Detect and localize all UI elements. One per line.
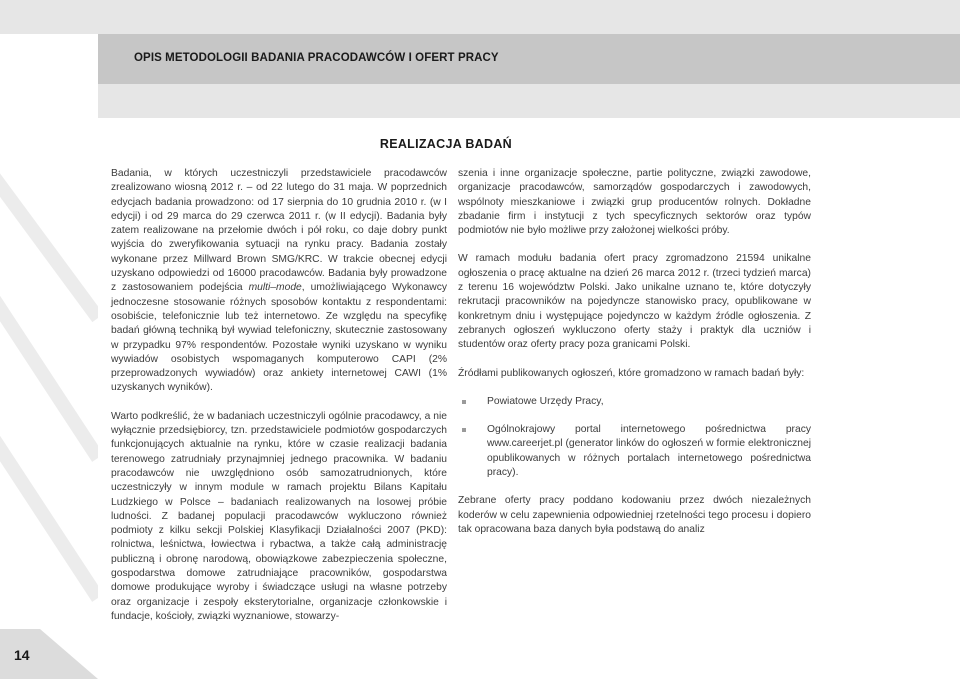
right-paragraph-1: szenia i inne organizacje społeczne, partie polityczne, związki zawodowe, organizacje pracodawców, samorządów gospodarczych i zawodowych, wspólnoty mieszkaniowe i związki grup producentów rolnych. Dokładne zbadanie firm i instytucji z tych specyficznych sektorów oraz typów podmiotów nie było możliwe przy założonej wielkości próby. (458, 168, 811, 237)
sources-list (458, 395, 811, 480)
left-column (111, 167, 447, 624)
top-decor-band (0, 0, 960, 34)
bullet-icon (462, 428, 466, 432)
decorative-lines (0, 118, 98, 628)
left-paragraph-1: Badania, w których uczestniczyli przedstawiciele pracodawców zrealizowano wiosną 2012 r. – od 22 lutego do 31 maja. W poprzednich edycjach badania prowadzono: od 17 sierpnia do 10 grudnia 2010 r. (w I edycji) i od 29 marca do 29 czerwca 2011 r. (w II edycji). Badania były zatem realizowane na przełomie dwóch i pół roku, co daje dobry punkt wyjścia do zweryfikowania sytuacji na rynku pracy. Badania zostały wykonane przez Millward Brown SMG/KRC. W trakcie obecnej edycji uzyskano odpowiedzi od 16000 pracodawców. Badania były prowadzone z zastosowaniem podejścia multi–mode, umożliwiającego Wykonawcy jednoczesne stosowanie różnych sposobów kontaktu z respondentami: osobiście, telefonicznie lub też internetowo. Ze względu na specyfikę badań główną techniką był wywiad telefoniczny, skutecznie zastosowany w przypadku 97% respondentów. Pozostałe wyniki uzyskano w wyniku wywiadów osobistych wspomaganych komputerowo CAPI (2% przeprowadzonych wywiadów) oraz ankiety internetowej CAWI (1% uzyskanych wyników). (111, 168, 447, 394)
header-band (98, 34, 960, 84)
list-item: Ogólnokrajowy portal internetowego pośrednictwa pracy www.careerjet.pl (generator linków do ogłoszeń w formie elektronicznej opublikowanych w różnych portalach internetowego pośrednictwa pracy). (458, 423, 811, 480)
bullet-icon (462, 400, 466, 404)
left-paragraph-2: Warto podkreślić, że w badaniach uczestniczyli ogólnie pracodawcy, a nie wyłącznie przedsiębiorcy, tzn. przedstawiciele podmiotów gospodarczych funkcjonujących aktualnie na rynku, które w czasie realizacji badania terenowego zatrudniały przynajmniej jednego pracownika. W badaniu pracodawców nie uwzględniono osób samozatrudnionych, które uczestniczyły w innym module w ramach projektu Bilans Kapitału Ludzkiego w Polsce – badaniach realizowanych na losowej próbie ludności. Z badanej populacji pracodawców wykluczono również podmioty z kilku sekcji Polskiej Klasyfikacji Działalności 2007 (PKD): rolnictwa, leśnictwa, łowiectwa i rybactwa, a także całą administrację publiczną i obronę narodową, obowiązkowe zabezpieczenia społeczne, gospodarstwa domowe zatrudniające pracowników, gospodarstwa domowe produkujące wyroby i świadczące usługi na własne potrzeby oraz organizacje i zespoły eksterytorialne, organizacje członkowskie i fundacje, kościoły, związki wyznaniowe, stowarzy- (111, 410, 447, 622)
list-item: Powiatowe Urzędy Pracy, (458, 395, 811, 409)
right-paragraph-2: W ramach modułu badania ofert pracy zgromadzono 21594 unikalne ogłoszenia o pracę aktualne na dzień 26 marca 2012 r. (trzeci tydzień marca) z terenu 16 województw Polski. Jako unikalne uznano te, które dotyczyły rekrutacji pracowników na pojedyncze stanowisko pracy, opublikowane w konkretnym dniu i występujące pojedynczo w każdym źródle ogłoszenia. Z zebranych ogłoszeń wykluczono oferty staży i praktyk dla uczniów i studentów oraz oferty pracy poza granicami Polski. (458, 253, 811, 351)
section-title: REALIZACJA BADAŃ (379, 137, 512, 151)
right-paragraph-3: Źródłami publikowanych ogłoszeń, które gromadzono w ramach badań były: (458, 367, 805, 379)
page-number: 14 (14, 647, 30, 663)
right-column (458, 167, 811, 537)
page-header-title: OPIS METODOLOGII BADANIA PRACODAWCÓW I OFERT PRACY (134, 52, 499, 64)
sub-header-band (98, 84, 960, 118)
right-paragraph-4: Zebrane oferty pracy poddano kodowaniu przez dwóch niezależnych koderów w celu zapewnienia odpowiedniej rzetelności tego procesu i dopiero tak opracowana baza danych była podstawą do analiz (458, 495, 811, 535)
